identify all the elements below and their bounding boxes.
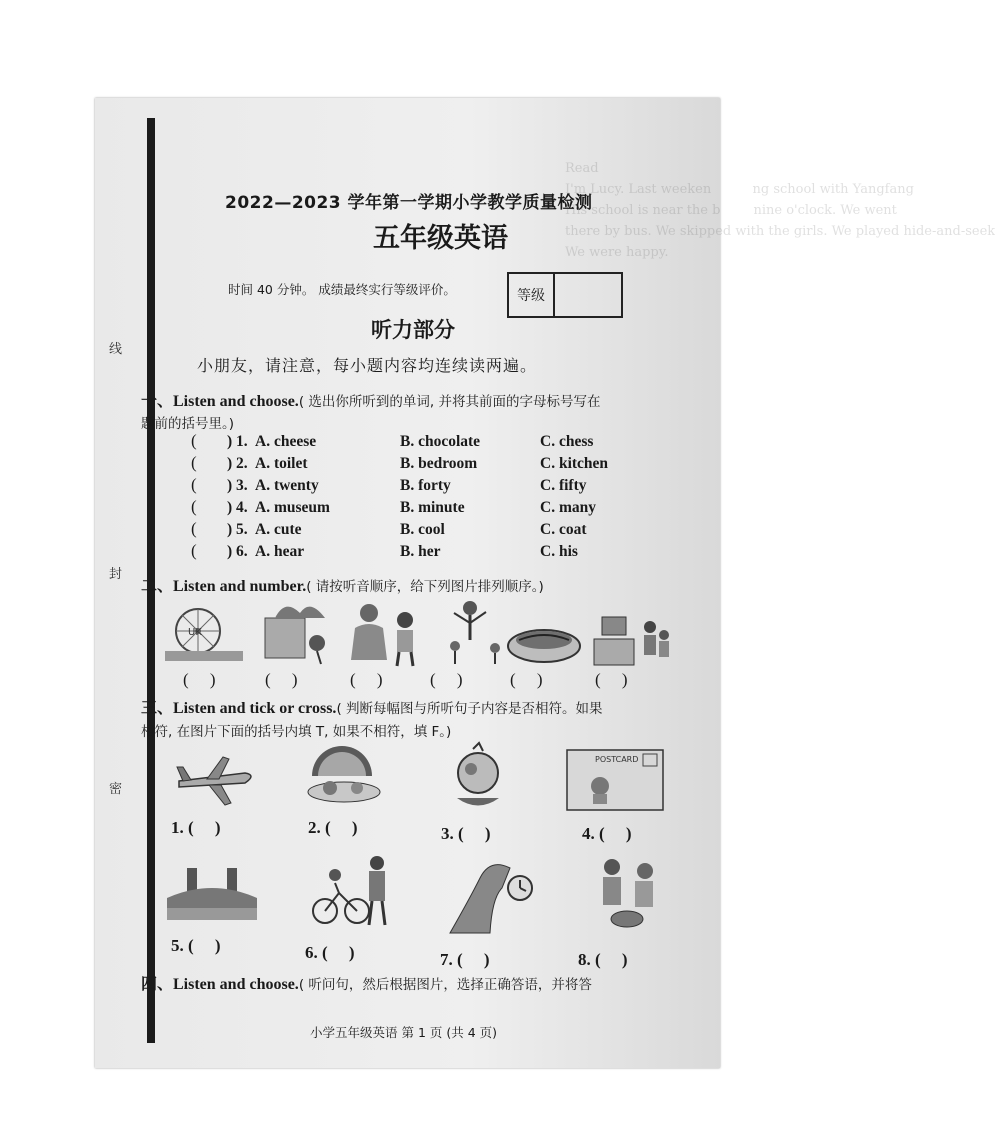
father-son-bike-picture xyxy=(305,853,395,928)
kids-tv-picture xyxy=(592,613,672,671)
option-a: A. hear xyxy=(255,543,305,560)
answer-paren[interactable]: ( xyxy=(191,453,197,472)
answer-paren[interactable]: ( xyxy=(191,541,197,560)
judge-answer-8[interactable]: 8. ( ) xyxy=(578,950,628,969)
grade-box xyxy=(507,272,623,318)
sec1-heading xyxy=(141,388,600,411)
ferris-wheel-picture xyxy=(163,603,245,665)
option-c: C. coat xyxy=(540,521,587,538)
question-number: ) 4. xyxy=(227,499,248,516)
sec3-instr: ( 判断每幅图与所听句子内容是否相符。如果 xyxy=(336,701,603,717)
sec4-title: 四、Listen and choose. xyxy=(141,976,299,993)
option-a: A. toilet xyxy=(255,455,308,472)
exam-info: 时间 40 分钟。 成绩最终实行等级评价。 xyxy=(228,282,456,297)
airplane-picture xyxy=(175,753,260,808)
boy-eating-picture xyxy=(443,743,513,813)
answer-paren[interactable]: ( xyxy=(191,431,197,450)
order-answer-paren[interactable]: ( ) xyxy=(595,670,628,689)
exam-title: 2022—2023 学年第一学期小学教学质量检测 xyxy=(225,193,593,213)
grandma-boy-picture xyxy=(347,598,427,668)
bridge-city-picture xyxy=(167,858,257,923)
judge-answer-5[interactable]: 5. ( ) xyxy=(171,936,221,955)
option-c: C. kitchen xyxy=(540,455,609,472)
option-a: A. cute xyxy=(255,521,302,538)
fire-building-picture xyxy=(255,598,340,666)
option-b: B. bedroom xyxy=(400,455,478,472)
binding-label-feng: 封 xyxy=(109,567,123,582)
option-a: A. museum xyxy=(255,499,330,516)
sec3-instr2: 相符, 在图片下面的括号内填 T, 如果不相符，填 F。) xyxy=(141,724,452,740)
sec1-title: 一、Listen and choose. xyxy=(141,393,299,410)
grade-field[interactable] xyxy=(555,274,621,316)
order-answer-paren[interactable]: ( ) xyxy=(350,670,383,689)
judge-answer-2[interactable]: 2. ( ) xyxy=(308,818,358,837)
order-answer-paren[interactable]: ( ) xyxy=(183,670,216,689)
answer-paren[interactable]: ( xyxy=(191,519,197,538)
option-c: C. fifty xyxy=(540,477,587,494)
binding-label-mi: 密 xyxy=(109,782,123,797)
sec1-instr: ( 选出你所听到的单词, 并将其前面的字母标号写在 xyxy=(298,394,601,410)
question-number: ) 3. xyxy=(227,477,248,494)
question-number: ) 5. xyxy=(227,521,248,538)
option-a: A. cheese xyxy=(255,433,317,450)
option-b: B. chocolate xyxy=(400,433,481,450)
order-answer-paren[interactable]: ( ) xyxy=(430,670,463,689)
sec2-heading xyxy=(141,573,544,596)
order-answer-paren[interactable]: ( ) xyxy=(510,670,543,689)
postcard-picture xyxy=(565,748,665,813)
show-through-text: Read I'm Lucy. Last weeken ng school with Yangfang His school is near the b nine o'clock. We went there by bus. We skipped with the girls. We played hide-and-seek We were happy. xyxy=(565,161,995,260)
question-number: ) 6. xyxy=(227,543,248,560)
hotdog-picture xyxy=(505,618,583,668)
sec2-title: 二、Listen and number. xyxy=(141,578,307,595)
answer-paren[interactable]: ( xyxy=(191,497,197,516)
svg-text:UK: UK xyxy=(188,627,202,638)
great-wall-clock-picture xyxy=(450,858,540,938)
judge-answer-3[interactable]: 3. ( ) xyxy=(441,824,491,843)
photo-page xyxy=(95,98,995,1068)
option-b: B. minute xyxy=(400,499,465,516)
judge-answer-4[interactable]: 4. ( ) xyxy=(582,824,632,843)
judge-answer-1[interactable]: 1. ( ) xyxy=(171,818,221,837)
question-number: ) 2. xyxy=(227,455,248,472)
sec3-title: 三、Listen and tick or cross. xyxy=(141,700,337,717)
sec1-instr2-wrap xyxy=(141,412,234,432)
sec3-heading xyxy=(141,695,603,718)
fruit-plate-picture xyxy=(302,746,387,808)
sec4-heading xyxy=(141,971,592,994)
option-c: C. many xyxy=(540,499,596,516)
option-b: B. her xyxy=(400,543,441,560)
sec2-instr: ( 请按听音顺序，给下列图片排列顺序。) xyxy=(306,579,544,595)
notice: 小朋友，请注意，每小题内容均连续读两遍。 xyxy=(197,356,538,375)
answer-paren[interactable]: ( xyxy=(191,475,197,494)
order-answer-paren[interactable]: ( ) xyxy=(265,670,298,689)
subject-title: 五年级英语 xyxy=(373,223,508,254)
option-c: C. chess xyxy=(540,433,594,450)
option-b: B. forty xyxy=(400,477,451,494)
page-footer: 小学五年级英语 第 1 页 (共 4 页) xyxy=(310,1025,498,1040)
judge-answer-7[interactable]: 7. ( ) xyxy=(440,950,490,969)
option-b: B. cool xyxy=(400,521,445,538)
two-kids-picture xyxy=(587,853,667,933)
binding-label-xian: 线 xyxy=(109,342,123,357)
question-number: ) 1. xyxy=(227,433,248,450)
postcard-text: POSTCARD xyxy=(595,755,639,764)
sec3-instr2-wrap xyxy=(141,720,451,740)
judge-answer-6[interactable]: 6. ( ) xyxy=(305,943,355,962)
sec1-instr2: 题前的括号里。) xyxy=(141,416,235,432)
option-c: C. his xyxy=(540,543,578,560)
part-title: 听力部分 xyxy=(371,318,455,342)
option-a: A. twenty xyxy=(255,477,319,494)
grade-label: 等级 xyxy=(509,274,555,316)
sec4-instr: ( 听问句，然后根据图片，选择正确答语，并将答 xyxy=(298,977,592,993)
